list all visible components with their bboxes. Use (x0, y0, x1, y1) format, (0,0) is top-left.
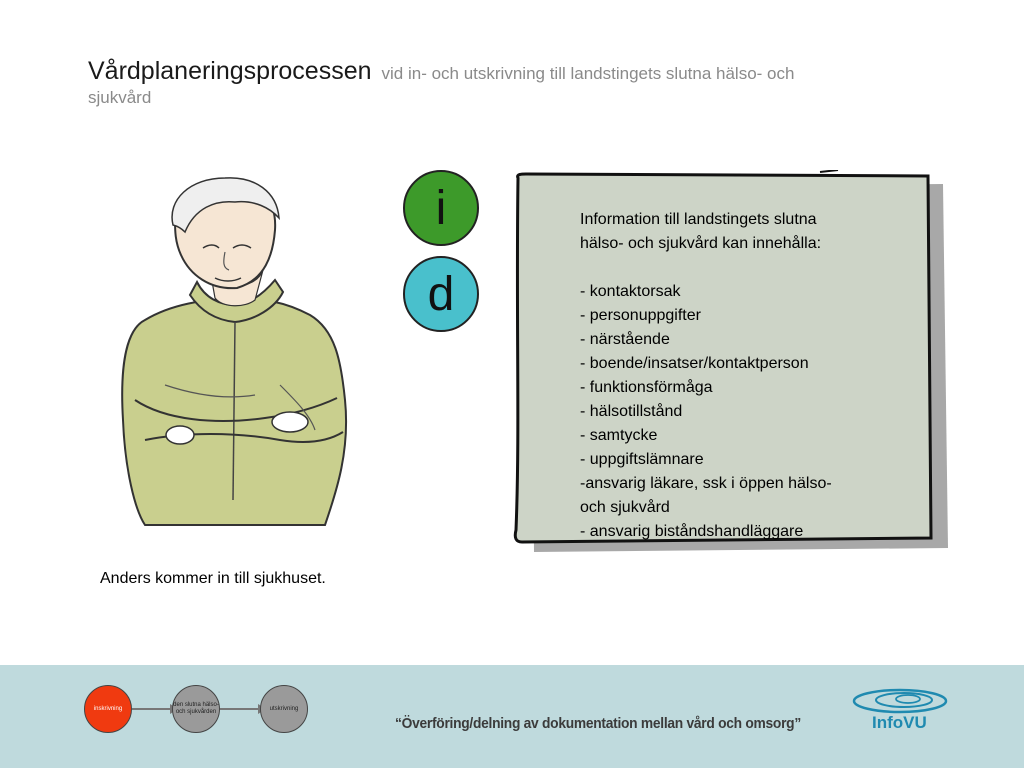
process-flow (84, 685, 324, 745)
title-main: Vårdplaneringsprocessen (88, 57, 372, 85)
flow-node-label: inskrivning (93, 705, 123, 712)
info-icon (403, 170, 479, 246)
document-icon (403, 256, 479, 332)
information-note-text: Information till landstingets slutna hälso- och sjukvård kan innehålla: - kontaktorsak - personuppgifter - närstående - boende/insatser/kontaktperson - funktionsförmåga - hälsotillstånd - samtycke - uppgiftslämnare -ansvarig läkare, ssk i öppen hälso- och sjukvård - ansvarig biståndshandläggare (580, 211, 832, 540)
slide-title (88, 56, 948, 90)
flow-node-utskrivning (260, 685, 308, 733)
flow-node-inskrivning (84, 685, 132, 733)
infovu-logo-text: InfoVU (872, 713, 927, 732)
information-note (508, 170, 968, 560)
flow-node-slutna-vard (172, 685, 220, 733)
patient-illustration (105, 170, 365, 530)
info-icon-letter: i (435, 181, 447, 235)
caption: Anders kommer in till sjukhuset. (100, 570, 326, 587)
infovu-logo (850, 687, 960, 737)
title-subtitle: vid in- och utskrivning till landstingets slutna hälso- och (381, 64, 795, 83)
footer-bar (0, 665, 1024, 768)
footer-slogan: “Överföring/delning av dokumentation mellan vård och omsorg” (395, 715, 801, 732)
flow-node-label: den slutna hälso- och sjukvården (173, 702, 219, 715)
document-icon-letter: d (427, 267, 455, 321)
title-subtitle-continued: sjukvård (88, 88, 152, 107)
flow-node-label: utskrivning (269, 705, 299, 712)
